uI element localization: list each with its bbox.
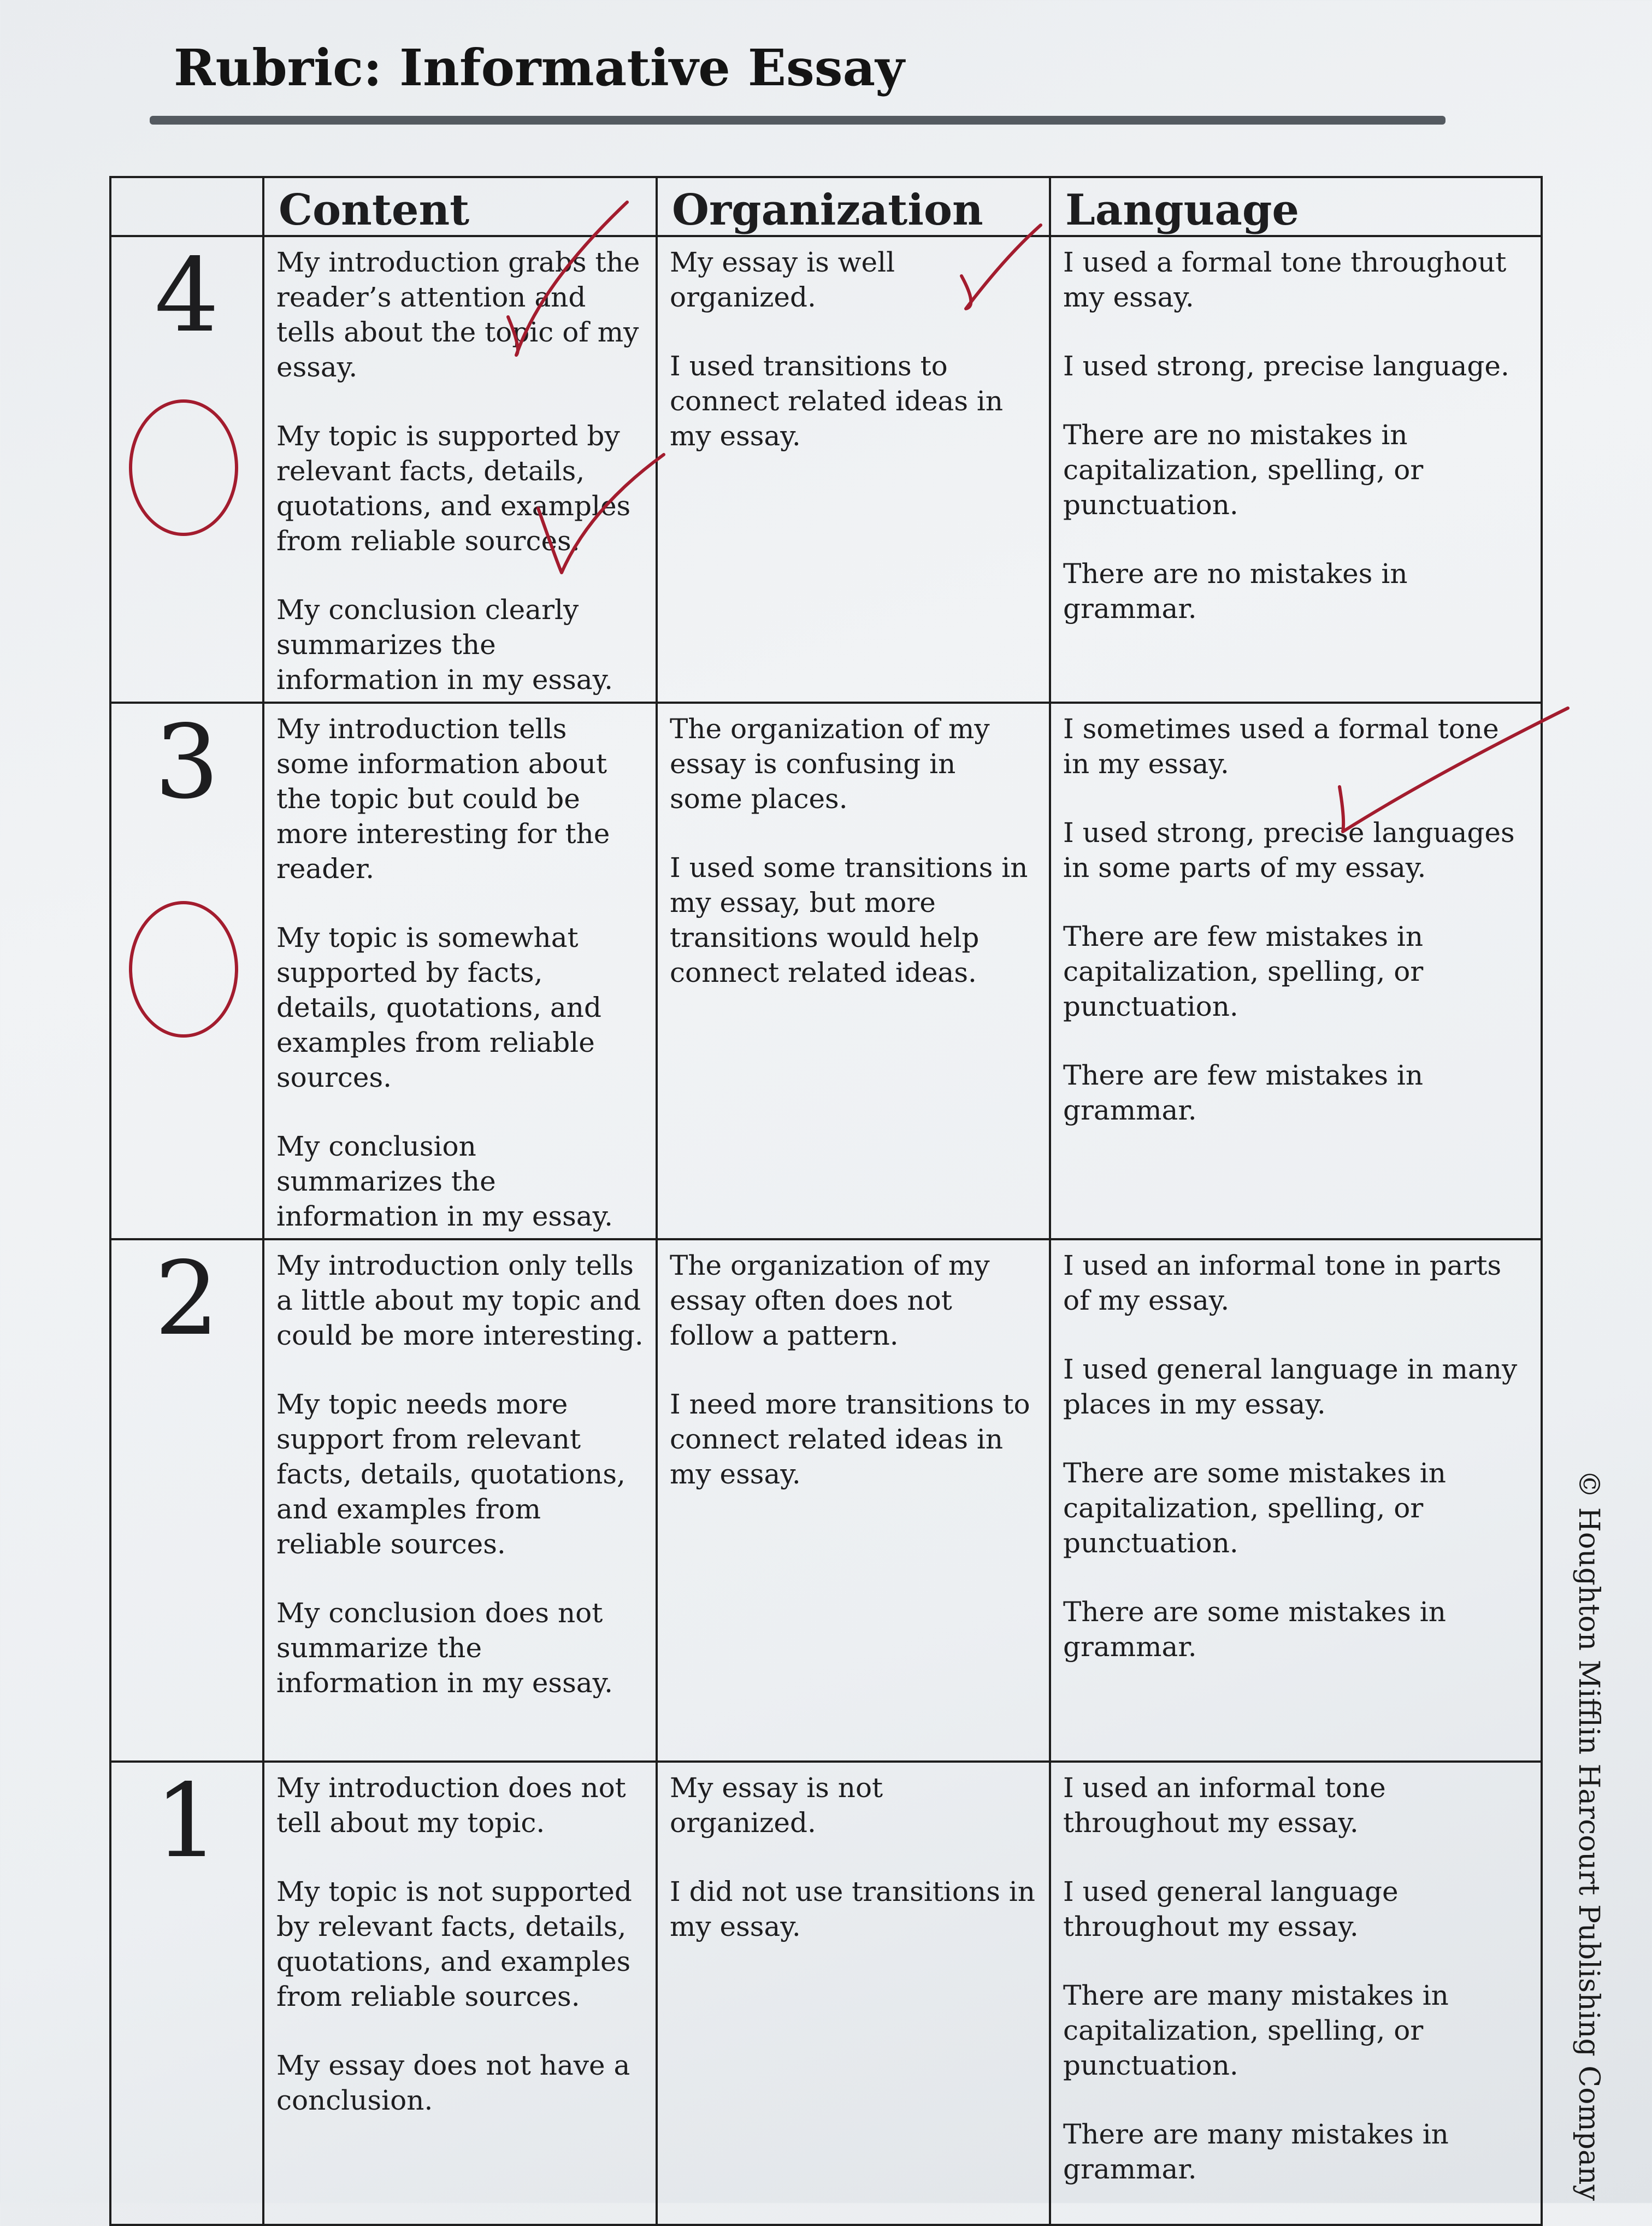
language-cell-4	[1050, 236, 1542, 703]
language-criterion: I used an informal tone throughout my essay.	[1063, 1772, 1386, 1839]
organization-criterion: The organization of my essay is confusing in some places.	[670, 713, 990, 815]
language-criterion: There are many mistakes in capitalization, spelling, or punctuation.	[1063, 1980, 1449, 2081]
rubric-row-1	[110, 1762, 1542, 2225]
header-language: Language	[1050, 177, 1542, 236]
content-criterion: My introduction tells some information about the topic but could be more interesting for the reader.	[276, 713, 610, 885]
organization-cell-3	[657, 703, 1050, 1239]
score-cell-2	[110, 1239, 263, 1762]
organization-criterion: I used transitions to connect related ideas in my essay.	[670, 350, 1004, 452]
page-title: Rubric: Informative Essay	[174, 38, 905, 97]
language-criterion: There are no mistakes in capitalization, spelling, or punctuation.	[1063, 419, 1424, 521]
language-criterion: There are few mistakes in capitalization, spelling, or punctuation.	[1063, 921, 1424, 1022]
header-organization: Organization	[657, 177, 1050, 236]
content-cell-2	[263, 1239, 657, 1762]
content-cell-3	[263, 703, 657, 1239]
language-criterion: I used general language in many places in my essay.	[1063, 1353, 1518, 1420]
rubric-row-3	[110, 703, 1542, 1239]
content-criterion: My topic is not supported by relevant facts, details, quotations, and examples from reliable sources.	[276, 1876, 632, 2012]
score-number: 2	[154, 1239, 220, 1358]
score-cell-3	[110, 703, 263, 1239]
score-number: 4	[154, 236, 220, 355]
score-cell-1	[110, 1762, 263, 2225]
header-row	[110, 177, 1542, 236]
organization-criterion: I need more transitions to connect related ideas in my essay.	[670, 1388, 1030, 1490]
content-criterion: My topic is supported by relevant facts, details, quotations, and examples from reliable sources.	[276, 420, 631, 557]
language-criterion: I used strong, precise language.	[1063, 350, 1509, 382]
score-circle-mark	[129, 399, 238, 536]
language-criterion: I used a formal tone throughout my essay.	[1063, 246, 1507, 313]
language-cell-2	[1050, 1239, 1542, 1762]
language-criterion: There are many mistakes in grammar.	[1063, 2118, 1449, 2185]
header-score	[110, 177, 263, 236]
score-number: 3	[154, 703, 220, 821]
language-criterion: I used an informal tone in parts of my essay.	[1063, 1250, 1502, 1316]
content-criterion: My introduction grabs the reader’s attention and tells about the topic of my essay.	[276, 246, 640, 383]
organization-criterion: I did not use transitions in my essay.	[670, 1876, 1035, 1942]
copyright-notice: © Houghton Mifflin Harcourt Publishing Company	[1572, 1470, 1605, 2201]
content-criterion: My topic is somewhat supported by facts, details, quotations, and examples from reliable sources.	[276, 922, 601, 1093]
language-criterion: I used general language throughout my essay.	[1063, 1876, 1399, 1942]
rubric-row-2	[110, 1239, 1542, 1762]
rubric-table	[109, 176, 1543, 2226]
language-criterion: There are some mistakes in grammar.	[1063, 1596, 1446, 1663]
score-cell-4	[110, 236, 263, 703]
organization-criterion: My essay is well organized.	[670, 246, 895, 313]
content-cell-1	[263, 1762, 657, 2225]
language-criterion: I used strong, precise languages in some parts of my essay.	[1063, 817, 1515, 884]
language-criterion: There are no mistakes in grammar.	[1063, 558, 1408, 625]
organization-criterion: The organization of my essay often does not follow a pattern.	[670, 1250, 990, 1351]
content-criterion: My introduction does not tell about my topic.	[276, 1772, 626, 1839]
rubric-row-4	[110, 236, 1542, 703]
organization-criterion: I used some transitions in my essay, but more transitions would help connect related ideas.	[670, 852, 1028, 988]
language-criterion: I sometimes used a formal tone in my essay.	[1063, 713, 1499, 780]
language-criterion: There are few mistakes in grammar.	[1063, 1059, 1424, 1126]
language-cell-1	[1050, 1762, 1542, 2225]
content-criterion: My introduction only tells a little about my topic and could be more interesting.	[276, 1250, 644, 1351]
organization-cell-4	[657, 236, 1050, 703]
language-cell-3	[1050, 703, 1542, 1239]
organization-criterion: My essay is not organized.	[670, 1772, 883, 1839]
content-criterion: My topic needs more support from relevant facts, details, quotations, and examples from reliable sources.	[276, 1388, 626, 1560]
score-number: 1	[154, 1762, 220, 1880]
language-criterion: There are some mistakes in capitalization, spelling, or punctuation.	[1063, 1457, 1446, 1559]
content-criterion: My conclusion clearly summarizes the information in my essay.	[276, 594, 613, 696]
organization-cell-1	[657, 1762, 1050, 2225]
content-criterion: My conclusion does not summarize the information in my essay.	[276, 1597, 613, 1699]
content-cell-4	[263, 236, 657, 703]
header-content: Content	[263, 177, 657, 236]
organization-cell-2	[657, 1239, 1050, 1762]
score-circle-mark	[129, 901, 238, 1038]
content-criterion: My essay does not have a conclusion.	[276, 2050, 630, 2116]
title-underline	[150, 116, 1446, 125]
content-criterion: My conclusion summarizes the information in my essay.	[276, 1130, 613, 1232]
